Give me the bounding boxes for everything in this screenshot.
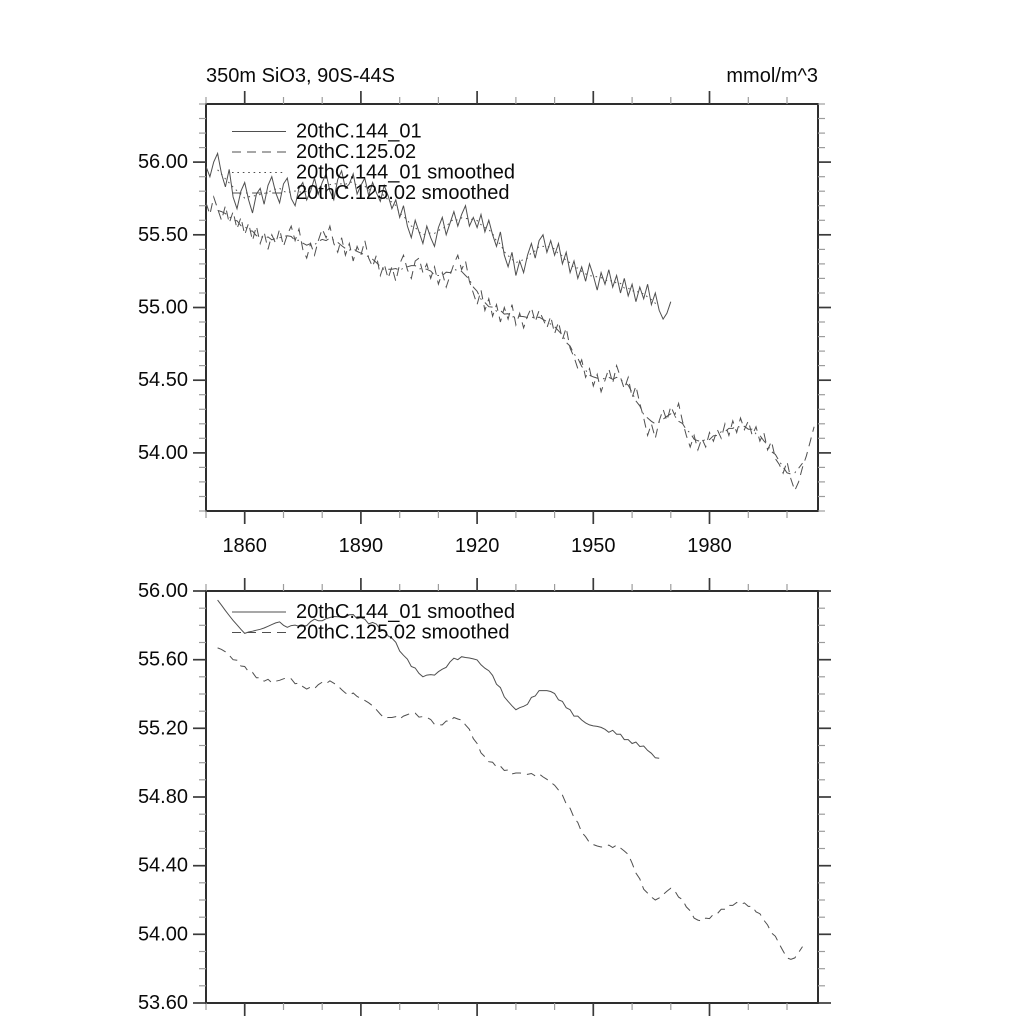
y-axis-tick-label: 55.50 — [137, 223, 188, 246]
y-axis-tick-label: 55.20 — [137, 717, 188, 740]
y-axis-tick-label: 53.60 — [137, 992, 188, 1014]
units-label: mmol/m^3 — [726, 65, 818, 87]
y-axis-tick-label: 55.00 — [137, 296, 188, 319]
series-line-20thC.125.02-smoothed — [218, 648, 803, 959]
axis-ticks — [138, 578, 831, 1016]
legend-label: 20thC.144_01 smoothed — [296, 601, 516, 623]
top-panel — [138, 65, 831, 557]
legend-label: 20thC.125.02 smoothed — [296, 182, 510, 204]
legend-label: 20thC.125.02 smoothed — [296, 621, 510, 644]
legend-label: 20thC.144_01 — [296, 120, 422, 143]
x-axis-tick-label: 1980 — [687, 535, 732, 557]
series-line-20thC.125.02 — [206, 197, 814, 491]
y-axis-tick-label: 56.00 — [137, 151, 188, 174]
y-axis-tick-label: 55.60 — [137, 648, 188, 671]
y-axis-tick-label: 54.00 — [137, 441, 188, 464]
legend-label: 20thC.125.02 — [296, 141, 417, 163]
legend — [232, 121, 515, 205]
y-axis-tick-label: 54.50 — [137, 369, 188, 392]
y-axis-tick-label: 56.00 — [137, 580, 188, 602]
legend-label: 20thC.144_01 smoothed — [296, 161, 516, 184]
plot-frame — [206, 591, 818, 1003]
x-axis-tick-label: 1860 — [222, 535, 267, 557]
y-axis-tick-label: 54.00 — [137, 923, 188, 946]
x-axis-tick-label: 1920 — [454, 535, 500, 557]
legend — [232, 601, 515, 644]
y-axis-tick-label: 54.80 — [137, 786, 188, 808]
x-axis-tick-label: 1890 — [338, 535, 384, 557]
y-axis-tick-label: 54.40 — [137, 854, 188, 877]
bottom-panel — [138, 578, 831, 1016]
chart-title: 350m SiO3, 90S-44S — [206, 65, 395, 87]
x-axis-tick-label: 1950 — [571, 535, 616, 557]
series-lines — [218, 600, 803, 959]
series-line-20thC.125.02-smoothed — [218, 210, 803, 474]
